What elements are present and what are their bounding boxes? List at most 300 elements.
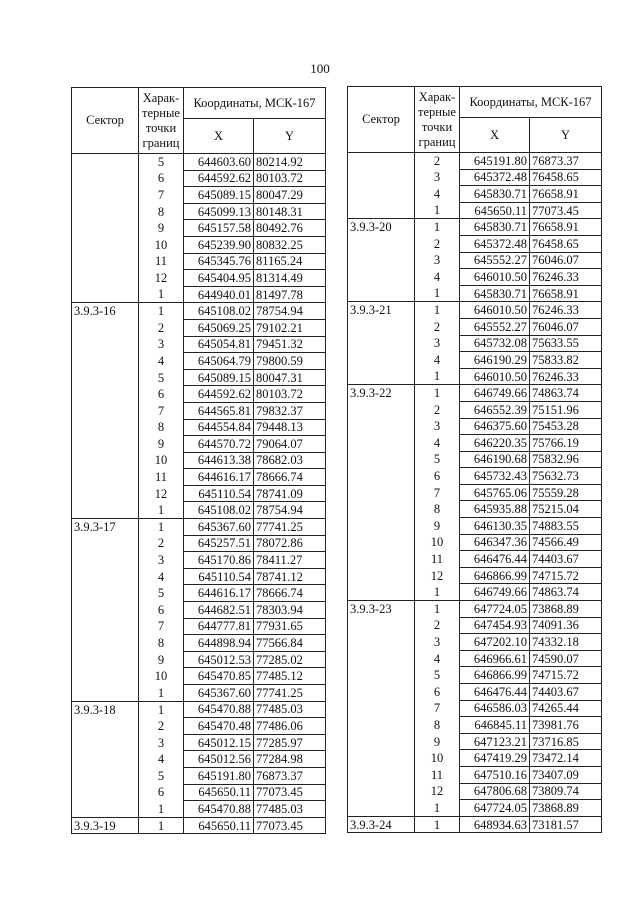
sector-cell: 3.9.3-18	[72, 701, 139, 718]
point-cell: 6	[415, 684, 460, 701]
point-cell: 1	[139, 685, 184, 702]
y-cell: 77073.45	[530, 202, 602, 219]
sector-cell	[72, 436, 139, 453]
x-cell: 646476.44	[460, 551, 530, 568]
table-row	[348, 368, 602, 385]
sector-cell	[348, 252, 415, 269]
y-cell: 78754.94	[254, 303, 326, 320]
x-cell: 646845.11	[460, 717, 530, 734]
y-cell: 79800.59	[254, 353, 326, 370]
coords-header: Координаты, МСК-167	[460, 87, 602, 118]
sector-header: Сектор	[348, 87, 415, 153]
sector-cell	[72, 801, 139, 818]
y-cell: 76458.65	[530, 235, 602, 252]
point-cell: 5	[139, 154, 184, 171]
x-cell: 645170.86	[184, 552, 254, 569]
table-row	[72, 253, 326, 270]
table-row	[72, 485, 326, 502]
x-cell: 645089.15	[184, 369, 254, 386]
point-cell: 8	[139, 203, 184, 220]
x-cell: 647202.10	[460, 634, 530, 651]
x-cell: 644613.38	[184, 452, 254, 469]
x-cell: 645650.11	[460, 202, 530, 219]
x-cell: 645732.08	[460, 335, 530, 352]
points-header: Харак-терные точки границ	[415, 87, 460, 153]
table-row	[348, 202, 602, 219]
point-cell: 1	[415, 584, 460, 601]
table-row	[72, 519, 326, 536]
sector-cell	[72, 402, 139, 419]
sector-cell	[72, 319, 139, 336]
y-cell: 76658.91	[530, 186, 602, 203]
table-row	[348, 335, 602, 352]
y-cell: 74883.55	[530, 518, 602, 535]
sector-cell	[72, 552, 139, 569]
x-cell: 645732.43	[460, 468, 530, 485]
point-cell: 6	[139, 602, 184, 619]
point-cell: 3	[139, 734, 184, 751]
table-row	[348, 318, 602, 335]
sector-cell	[348, 534, 415, 551]
table-row	[348, 501, 602, 518]
table-row	[72, 469, 326, 486]
x-cell: 645367.60	[184, 685, 254, 702]
point-cell: 11	[139, 253, 184, 270]
sector-cell	[348, 368, 415, 385]
x-cell: 648934.63	[460, 816, 530, 833]
table-row	[348, 766, 602, 783]
y-cell: 76246.33	[530, 269, 602, 286]
sector-cell	[72, 618, 139, 635]
y-cell: 77073.45	[254, 817, 326, 834]
table-row	[348, 352, 602, 369]
x-cell: 645108.02	[184, 303, 254, 320]
y-cell: 76458.65	[530, 169, 602, 186]
point-cell: 1	[415, 285, 460, 302]
table-row	[72, 801, 326, 818]
point-cell: 5	[139, 585, 184, 602]
table-row	[72, 270, 326, 287]
sector-cell	[72, 485, 139, 502]
y-cell: 75832.96	[530, 451, 602, 468]
table-row	[348, 650, 602, 667]
point-cell: 10	[139, 668, 184, 685]
point-cell: 3	[415, 335, 460, 352]
point-cell: 11	[139, 469, 184, 486]
table-row	[348, 484, 602, 501]
x-cell: 645404.95	[184, 270, 254, 287]
table-row	[72, 718, 326, 735]
y-cell: 80047.31	[254, 369, 326, 386]
point-cell: 1	[139, 519, 184, 536]
x-cell: 646010.50	[460, 269, 530, 286]
y-cell: 76658.91	[530, 219, 602, 236]
table-row	[348, 617, 602, 634]
sector-cell	[72, 170, 139, 187]
sector-cell	[348, 717, 415, 734]
y-cell: 74265.44	[530, 700, 602, 717]
x-cell: 644616.17	[184, 469, 254, 486]
sector-cell	[72, 203, 139, 220]
table-row	[348, 401, 602, 418]
page-number: 100	[310, 61, 330, 76]
point-cell: 7	[139, 618, 184, 635]
point-cell: 8	[139, 635, 184, 652]
point-cell: 2	[139, 535, 184, 552]
sector-cell	[72, 353, 139, 370]
y-cell: 77485.03	[254, 701, 326, 718]
y-cell: 74715.72	[530, 567, 602, 584]
point-cell: 10	[139, 236, 184, 253]
x-cell: 646220.35	[460, 435, 530, 452]
table-row	[72, 817, 326, 834]
y-cell: 75453.28	[530, 418, 602, 435]
table-row	[348, 468, 602, 485]
sector-cell	[348, 584, 415, 601]
point-cell: 1	[415, 202, 460, 219]
point-cell: 8	[415, 501, 460, 518]
x-cell: 645552.27	[460, 252, 530, 269]
x-cell: 645470.48	[184, 718, 254, 735]
x-cell: 647510.16	[460, 766, 530, 783]
sector-cell	[72, 718, 139, 735]
table-row	[348, 219, 602, 236]
table-row	[348, 153, 602, 170]
point-cell: 5	[415, 451, 460, 468]
x-cell: 645830.71	[460, 186, 530, 203]
x-cell: 645191.80	[460, 153, 530, 170]
x-cell: 645470.88	[184, 801, 254, 818]
point-cell: 7	[415, 484, 460, 501]
sector-cell	[72, 253, 139, 270]
y-cell: 75215.04	[530, 501, 602, 518]
y-cell: 73716.85	[530, 733, 602, 750]
table-row	[72, 502, 326, 519]
x-cell: 644592.62	[184, 386, 254, 403]
table-row	[72, 452, 326, 469]
point-cell: 2	[415, 153, 460, 170]
point-cell: 1	[415, 601, 460, 618]
sector-cell	[72, 535, 139, 552]
x-cell: 645054.81	[184, 336, 254, 353]
sector-cell: 3.9.3-20	[348, 219, 415, 236]
sector-cell	[348, 484, 415, 501]
x-cell: 645372.48	[460, 235, 530, 252]
point-cell: 9	[139, 220, 184, 237]
point-cell: 12	[415, 783, 460, 800]
table-row	[72, 751, 326, 768]
point-cell: 1	[415, 368, 460, 385]
y-cell: 75151.96	[530, 401, 602, 418]
x-cell: 645069.25	[184, 319, 254, 336]
x-cell: 645012.15	[184, 734, 254, 751]
x-cell: 644554.84	[184, 419, 254, 436]
sector-cell	[72, 784, 139, 801]
x-cell: 645099.13	[184, 203, 254, 220]
x-cell: 646866.99	[460, 667, 530, 684]
table-row	[348, 601, 602, 618]
point-cell: 4	[415, 186, 460, 203]
point-cell: 1	[139, 701, 184, 718]
x-cell: 645470.88	[184, 701, 254, 718]
sector-cell	[348, 169, 415, 186]
table-row	[72, 668, 326, 685]
x-cell: 645012.56	[184, 751, 254, 768]
y-cell: 73472.14	[530, 750, 602, 767]
point-cell: 4	[139, 568, 184, 585]
x-cell: 644603.60	[184, 154, 254, 171]
sector-cell	[348, 634, 415, 651]
sector-cell	[72, 419, 139, 436]
table-row	[72, 353, 326, 370]
table-row	[72, 618, 326, 635]
sector-cell	[348, 617, 415, 634]
point-cell: 2	[139, 319, 184, 336]
x-cell: 644616.17	[184, 585, 254, 602]
x-cell: 647724.05	[460, 800, 530, 817]
table-row	[72, 170, 326, 187]
y-cell: 74590.07	[530, 650, 602, 667]
table-row	[72, 319, 326, 336]
x-cell: 647724.05	[460, 601, 530, 618]
table-row	[348, 700, 602, 717]
table-row	[348, 186, 602, 203]
table-row	[348, 169, 602, 186]
sector-cell: 3.9.3-21	[348, 302, 415, 319]
point-cell: 1	[415, 385, 460, 402]
table-row	[348, 567, 602, 584]
table-row	[348, 385, 602, 402]
x-cell: 644682.51	[184, 602, 254, 619]
point-cell: 1	[139, 502, 184, 519]
point-cell: 8	[415, 717, 460, 734]
point-cell: 1	[139, 286, 184, 303]
table-row	[348, 418, 602, 435]
table-row	[348, 634, 602, 651]
sector-cell: 3.9.3-24	[348, 816, 415, 833]
y-cell: 78666.74	[254, 469, 326, 486]
table-row	[72, 767, 326, 784]
y-cell: 75559.28	[530, 484, 602, 501]
y-cell: 73868.89	[530, 800, 602, 817]
y-cell: 80492.76	[254, 220, 326, 237]
sector-cell	[348, 750, 415, 767]
table-row	[348, 435, 602, 452]
table-row	[72, 220, 326, 237]
y-cell: 73407.09	[530, 766, 602, 783]
table-row	[348, 733, 602, 750]
sector-cell	[348, 733, 415, 750]
y-cell: 78741.09	[254, 485, 326, 502]
sector-cell	[348, 235, 415, 252]
sector-cell	[72, 651, 139, 668]
y-cell: 77284.98	[254, 751, 326, 768]
y-cell: 77931.65	[254, 618, 326, 635]
table-row	[72, 685, 326, 702]
y-cell: 79451.32	[254, 336, 326, 353]
point-cell: 4	[139, 353, 184, 370]
sector-cell	[348, 153, 415, 170]
y-cell: 81314.49	[254, 270, 326, 287]
x-cell: 645012.53	[184, 651, 254, 668]
table-row	[348, 551, 602, 568]
sector-cell	[72, 154, 139, 171]
y-cell: 78666.74	[254, 585, 326, 602]
table-row	[72, 154, 326, 171]
table-row	[72, 552, 326, 569]
x-cell: 646010.50	[460, 302, 530, 319]
x-cell: 646190.68	[460, 451, 530, 468]
table-row	[72, 535, 326, 552]
point-cell: 1	[415, 302, 460, 319]
coordinates-table-right	[347, 86, 602, 833]
point-cell: 8	[139, 419, 184, 436]
table-row	[348, 717, 602, 734]
point-cell: 9	[415, 518, 460, 535]
x-cell: 646375.60	[460, 418, 530, 435]
point-cell: 3	[415, 418, 460, 435]
sector-cell	[72, 734, 139, 751]
x-cell: 646586.03	[460, 700, 530, 717]
point-cell: 6	[139, 170, 184, 187]
point-cell: 12	[139, 270, 184, 287]
sector-cell	[348, 186, 415, 203]
y-cell: 76046.07	[530, 318, 602, 335]
x-cell: 645345.76	[184, 253, 254, 270]
point-cell: 4	[139, 751, 184, 768]
y-cell: 80214.92	[254, 154, 326, 171]
y-cell: 77485.12	[254, 668, 326, 685]
table-row	[348, 235, 602, 252]
point-cell: 3	[415, 252, 460, 269]
y-cell: 76246.33	[530, 368, 602, 385]
y-cell: 77285.02	[254, 651, 326, 668]
x-cell: 645257.51	[184, 535, 254, 552]
x-cell: 646347.36	[460, 534, 530, 551]
x-cell: 646552.39	[460, 401, 530, 418]
y-cell: 77485.03	[254, 801, 326, 818]
sector-cell	[72, 668, 139, 685]
table-row	[348, 783, 602, 800]
point-cell: 7	[139, 402, 184, 419]
point-cell: 1	[415, 800, 460, 817]
point-cell: 10	[139, 452, 184, 469]
sector-cell	[72, 336, 139, 353]
x-cell: 645830.71	[460, 219, 530, 236]
point-cell: 4	[415, 352, 460, 369]
table-row	[72, 369, 326, 386]
point-cell: 2	[415, 617, 460, 634]
y-cell: 77566.84	[254, 635, 326, 652]
y-cell: 77285.97	[254, 734, 326, 751]
y-cell: 80103.72	[254, 170, 326, 187]
y-cell: 76658.91	[530, 285, 602, 302]
y-cell: 76873.37	[254, 767, 326, 784]
table-row	[348, 816, 602, 833]
y-cell: 78303.94	[254, 602, 326, 619]
table-row	[72, 419, 326, 436]
sector-cell	[348, 335, 415, 352]
sector-cell: 3.9.3-23	[348, 601, 415, 618]
sector-cell	[348, 518, 415, 535]
x-cell: 645470.85	[184, 668, 254, 685]
x-cell: 644940.01	[184, 286, 254, 303]
point-cell: 6	[415, 468, 460, 485]
point-cell: 4	[415, 650, 460, 667]
point-cell: 12	[415, 567, 460, 584]
sector-cell	[72, 635, 139, 652]
point-cell: 1	[415, 816, 460, 833]
x-cell: 646190.29	[460, 352, 530, 369]
coords-header: Координаты, МСК-167	[184, 88, 326, 119]
x-cell: 645064.79	[184, 353, 254, 370]
point-cell: 5	[139, 767, 184, 784]
x-cell: 645108.02	[184, 502, 254, 519]
x-cell: 645765.06	[460, 484, 530, 501]
x-cell: 645372.48	[460, 169, 530, 186]
point-cell: 6	[139, 784, 184, 801]
y-cell: 78072.86	[254, 535, 326, 552]
sector-cell	[348, 451, 415, 468]
y-cell: 78741.12	[254, 568, 326, 585]
table-row	[72, 286, 326, 303]
sector-cell: 3.9.3-22	[348, 385, 415, 402]
x-cell: 645650.11	[184, 817, 254, 834]
sector-header: Сектор	[72, 88, 139, 154]
y-cell: 79102.21	[254, 319, 326, 336]
point-cell: 9	[415, 733, 460, 750]
sector-cell	[348, 684, 415, 701]
y-cell: 74863.74	[530, 385, 602, 402]
x-cell: 645110.54	[184, 485, 254, 502]
y-cell: 77073.45	[254, 784, 326, 801]
table-row	[72, 602, 326, 619]
table-row	[72, 402, 326, 419]
x-cell: 646866.99	[460, 567, 530, 584]
point-cell: 11	[415, 766, 460, 783]
point-cell: 2	[415, 318, 460, 335]
x-header: X	[184, 119, 254, 154]
y-cell: 75833.82	[530, 352, 602, 369]
point-cell: 1	[415, 219, 460, 236]
point-cell: 4	[415, 435, 460, 452]
sector-cell	[348, 352, 415, 369]
point-cell: 10	[415, 750, 460, 767]
y-cell: 73868.89	[530, 601, 602, 618]
point-cell: 2	[415, 235, 460, 252]
sector-cell	[72, 187, 139, 204]
y-cell: 74091.36	[530, 617, 602, 634]
table-row	[72, 303, 326, 320]
table-row	[348, 684, 602, 701]
x-cell: 644592.62	[184, 170, 254, 187]
y-cell: 73809.74	[530, 783, 602, 800]
y-cell: 80103.72	[254, 386, 326, 403]
x-cell: 647123.21	[460, 733, 530, 750]
table-row	[72, 635, 326, 652]
point-cell: 2	[415, 401, 460, 418]
point-cell: 1	[139, 817, 184, 834]
y-cell: 76246.33	[530, 302, 602, 319]
y-cell: 73981.76	[530, 717, 602, 734]
y-cell: 81165.24	[254, 253, 326, 270]
sector-cell	[348, 202, 415, 219]
table-row	[348, 302, 602, 319]
coordinates-table-left	[71, 87, 326, 834]
y-cell: 77741.25	[254, 519, 326, 536]
sector-cell	[348, 567, 415, 584]
x-cell: 645191.80	[184, 767, 254, 784]
